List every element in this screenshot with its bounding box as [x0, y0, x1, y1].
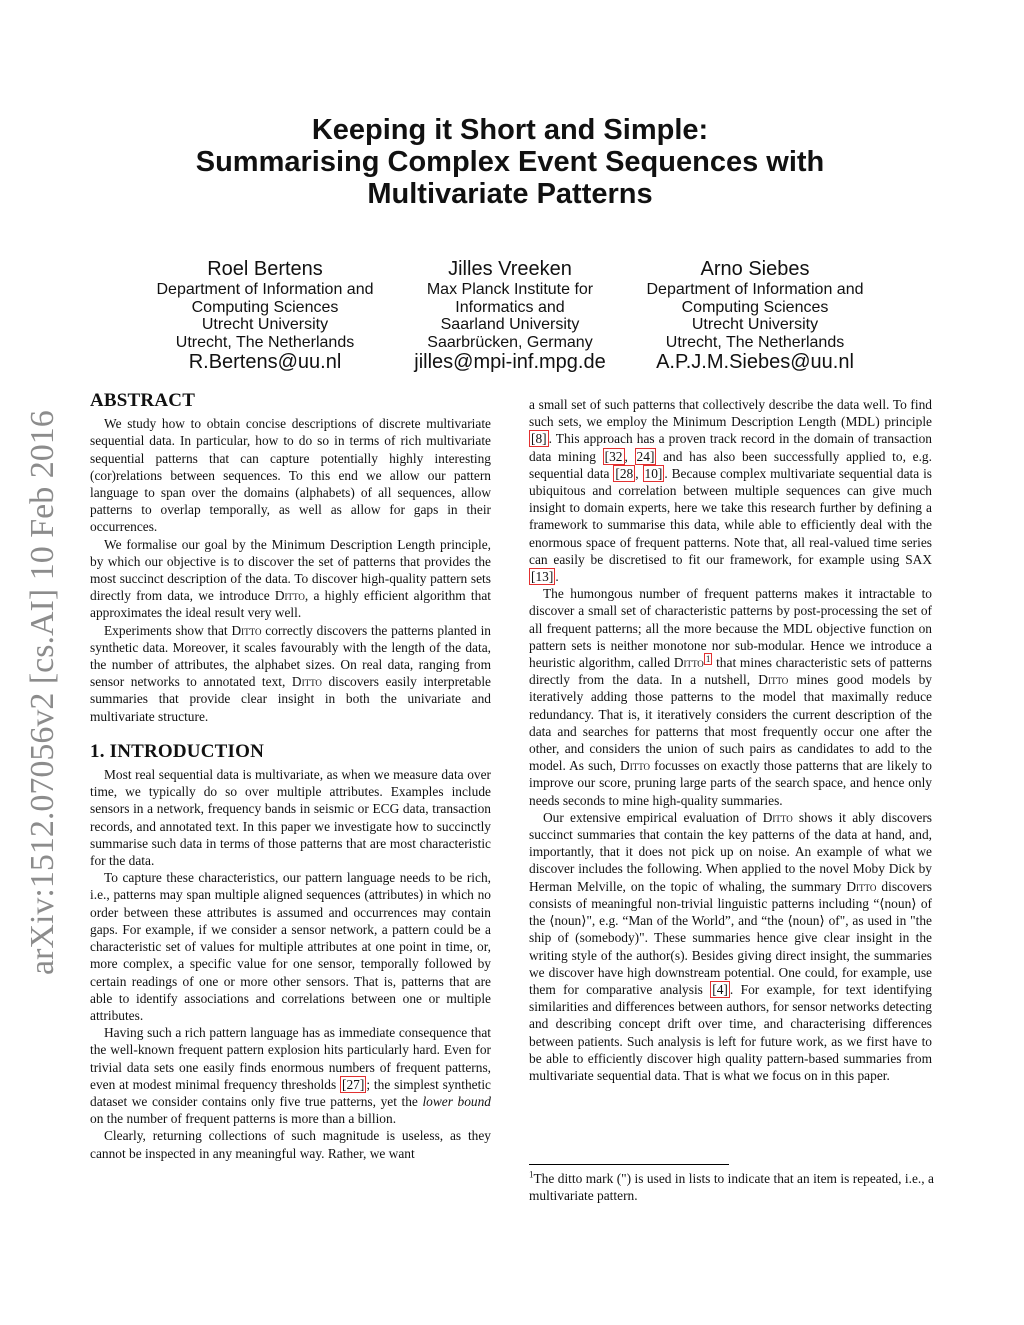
- abstract-paragraph: We formalise our goal by the Minimum Description Length principle, by which our objective is to discover the set of patterns that provides the most succinct description of the data. To discover high-quality pattern sets directly from data, we introduce Ditto, a highly efficient algorithm that approximates the ideal result very well.: [90, 536, 492, 621]
- author-block: [615, 257, 895, 373]
- citation-link[interactable]: [27]: [342, 1076, 365, 1092]
- citation-link[interactable]: 24]: [636, 448, 655, 464]
- intro-paragraph: Clearly, returning collections of such magnitude is useless, as they cannot be inspected in any meaningful way. Rather, we want: [90, 1128, 491, 1161]
- author-affiliation: Saarbrücken, Germany: [427, 333, 593, 351]
- author-email: R.Bertens@uu.nl: [188, 351, 342, 373]
- author-affiliation: Utrecht University: [201, 316, 329, 333]
- citation-link[interactable]: [13]: [531, 569, 554, 585]
- author-block: [125, 257, 405, 373]
- citation-link[interactable]: [4]: [712, 981, 728, 997]
- abstract-heading: ABSTRACT: [90, 390, 196, 411]
- author-email: A.P.J.M.Siebes@uu.nl: [656, 351, 854, 373]
- citation-link[interactable]: [8]: [531, 431, 547, 447]
- author-affiliation: Department of Information and: [646, 281, 864, 298]
- author-affiliation: Computing Sciences: [191, 298, 339, 316]
- left-column: [90, 392, 491, 1162]
- author-affiliation: Utrecht University: [691, 316, 819, 333]
- author-block: [370, 257, 650, 373]
- title-line: Summarising Complex Event Sequences with: [195, 146, 825, 178]
- introduction-heading: 1. INTRODUCTION: [90, 740, 265, 762]
- right-column: [529, 396, 932, 1084]
- citation-link[interactable]: 10]: [644, 465, 663, 481]
- author-email: jilles@mpi-inf.mpg.de: [414, 351, 606, 373]
- author-affiliation: Saarland University: [440, 316, 580, 333]
- abstract-paragraph: Experiments show that Ditto correctly discovers the patterns planted in synthetic data. Moreover, it scales favourably with the length of the data, the number of attributes, the alphabet sizes. On real data, ranging from sensor networks to annotated text, Ditto discovers easily interpretable summaries that provide clear insight in both the univariate and multivariate structure.: [90, 622, 491, 724]
- footnote-mark: 1: [529, 1169, 534, 1180]
- title-line: Multivariate Patterns: [367, 178, 653, 210]
- author-affiliation: Informatics and: [455, 298, 565, 316]
- footnote-link[interactable]: 1: [705, 653, 711, 664]
- author-affiliation: Max Planck Institute for: [426, 281, 594, 298]
- author-affiliation: Department of Information and: [156, 281, 374, 298]
- author-affiliation: Computing Sciences: [681, 298, 829, 316]
- author-name: Jilles Vreeken: [448, 258, 572, 280]
- paper-title: [110, 114, 910, 210]
- citation-link[interactable]: [28: [615, 465, 634, 481]
- intro-paragraph: To capture these characteristics, our pattern language needs to be rich, i.e., patterns may span multiple aligned sequences (attributes) in which no order between these attributes is assumed and occurrences may contain gaps. For example, if we consider a sensor network, a pattern could be a characteristic set of values for multiple attributes at one point in time, or, more complex, a specific value for one sensor, temporally followed by certain readings of one or more other sensors. That is, patterns that are able to identify associations and correlations between one or multiple attributes.: [90, 870, 491, 1023]
- footnote-text: The ditto mark (") is used in lists to indicate that an item is repeated, i.e., a multivariate pattern.: [529, 1171, 934, 1203]
- intro-paragraph: Most real sequential data is multivariate, as when we measure data over time, we typically do so over multiple attributes. Examples include sensors in a network, frequency bands in seismic or ECG data, transaction records, and annotated text. In this paper we investigate how to succinctly summarise such data in terms of those patterns that are most characteristic for the data.: [90, 767, 491, 869]
- author-affiliation: Utrecht, The Netherlands: [175, 333, 355, 351]
- footnote: [529, 1170, 934, 1204]
- abstract-paragraph: We study how to obtain concise descriptions of discrete multivariate sequential data. In particular, how to do so in terms of rich multivariate sequential patterns that can capture potentially highly interesting (cor)relations between sequences. To this end we allow our pattern language to span over the domains (alphabets) of all sequences, allow patterns to overlap temporally, as well as allow for gaps in their occurrences.: [90, 416, 491, 535]
- body-paragraph: Our extensive empirical evaluation of Ditto shows it ably discovers succinct summaries that contain the key patterns of the data at hand, and, importantly, that it does not pick up on noise. An example of what we discover includes the following. When applied to the novel Moby Dick by Herman Melville, on the topic of whaling, the summary Ditto discovers consists of meaningful non-trivial linguistic patterns including “⟨noun⟩ of the ⟨noun⟩", e.g. “Man of the World”, and “the ⟨noun⟩ of", as used in "the ship of (somebody)". These summaries hence give clear insight in the writing style of the author(s). Besides giving direct insight, the summaries we discover have high downstream potential. One could, for example, use them for comparative analysis [4] . For example, for text identifying similarities and differences between authors, for sensor networks detecting and describing concept drift over time, and characterising differences between patients. Such analysis is left for future work, as we first have to be able to efficiently discover high quality pattern-based summaries from multivariate sequential data. That is what we focus on in this paper.: [529, 809, 932, 1083]
- arxiv-identifier: arXiv:1512.07056v2 [cs.AI] 10 Feb 2016: [24, 410, 61, 975]
- citation-link[interactable]: [32: [604, 448, 623, 464]
- author-name: Arno Siebes: [700, 258, 810, 280]
- intro-paragraph: Having such a rich pattern language has as immediate consequence that the well-known frequent pattern explosion hits particularly hard. Even for trivial data sets one easily finds enormous numbers of frequent patterns, even at modest minimal frequency thresholds [27] ; the simplest synthetic dataset we consider contains only five true patterns, yet the lower bound on the number of frequent patterns is more than a billion.: [90, 1025, 492, 1127]
- footnote-divider: [529, 1164, 729, 1165]
- body-paragraph: a small set of such patterns that collectively describe the data well. To find such sets, we employ the Minimum Description Length (MDL) principle [8] . This approach has a proven track record in the domain of transaction data mining [32 , 24] and has also been successfully applied to, e.g. sequential data [28 , 10] . Because complex multivariate sequential data is ubiquitous and correlation between multiple sequences can give much insight to domain experts, here we take this research further by defining a framework to summarise this data, while able to efficiently deal with the enormous space of frequent patterns. Note that, all real-valued time series can easily be discretised to fit our framework, for example using SAX [13] .: [529, 397, 933, 585]
- body-paragraph: The humongous number of frequent patterns makes it intractable to discover a small set of characteristic patterns by post-processing the set of all frequent patterns; all the more because the MDL objective function on pattern sets is neither monotone nor sub-modular. Hence we introduce a heuristic algorithm, called Ditto $^1$ that mines characteristic sets of patterns directly from the data. In a nutshell, Ditto mines good models by iteratively adding those patterns to the model that maximally reduce redundancy. That is, it iteratively considers the current description of the data and searches for patterns that most frequently occur one after the other, and considers the union of such pairs as candidates to add to the model. As such, Ditto focusses on exactly those patterns that are likely to improve our score, pruning large parts of the search space, and hence only needs seconds to mine high-quality summaries.: [529, 586, 933, 808]
- author-name: Roel Bertens: [207, 258, 323, 280]
- title-line: Keeping it Short and Simple:: [311, 114, 709, 146]
- author-affiliation: Utrecht, The Netherlands: [665, 333, 845, 351]
